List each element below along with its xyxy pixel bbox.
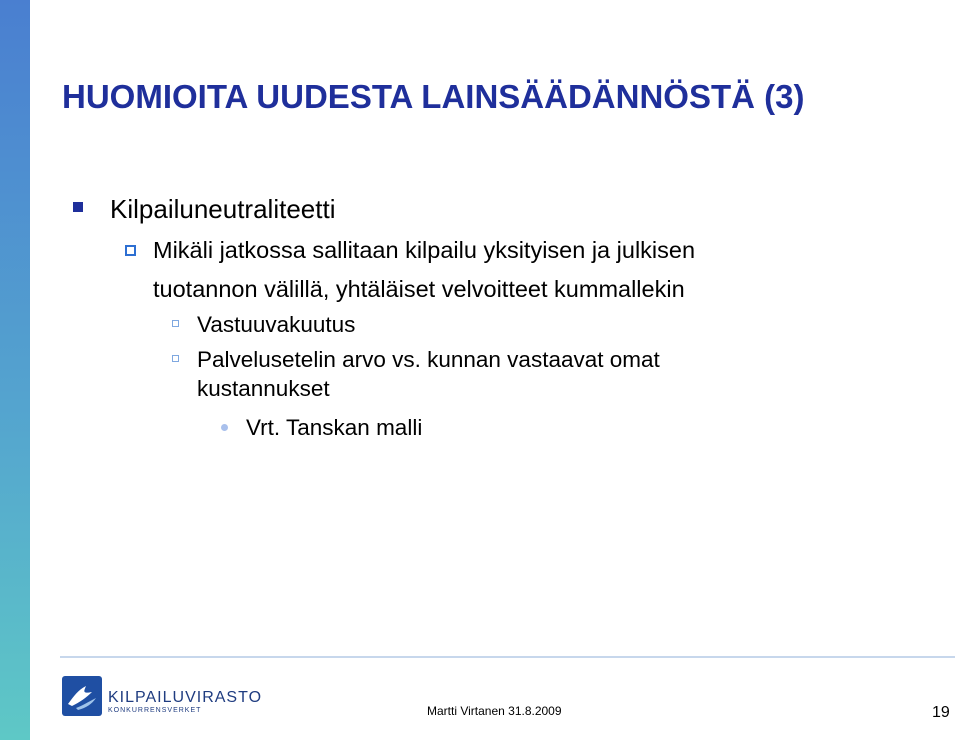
- bullet-l3b-icon: [172, 355, 179, 362]
- slide-title: HUOMIOITA UUDESTA LAINSÄÄDÄNNÖSTÄ (3): [62, 78, 805, 115]
- footer-divider: [60, 656, 955, 658]
- bullet-l3b-text-line1: Palvelusetelin arvo vs. kunnan vastaavat omat: [197, 347, 660, 372]
- bullet-l3a-icon: [172, 320, 179, 327]
- dove-logo-icon: [62, 676, 102, 716]
- bullet-l1-icon: [73, 202, 83, 212]
- bullet-l3b-text-line2: kustannukset: [197, 376, 330, 401]
- bullet-l4-text: Vrt. Tanskan malli: [246, 415, 423, 440]
- bullet-l2-icon: [125, 245, 136, 256]
- bullet-l2-text-line1: Mikäli jatkossa sallitaan kilpailu yksityisen ja julkisen: [153, 237, 696, 263]
- slide-sidebar-gradient: [0, 0, 30, 740]
- page-number: 19: [932, 704, 950, 721]
- bullet-l2-text-line2: tuotannon välillä, yhtäläiset velvoitteet kummallekin: [153, 276, 685, 302]
- bullet-l4-icon: [221, 424, 228, 431]
- bullet-l3a-text: Vastuuvakuutus: [197, 312, 356, 337]
- bullet-l1-text: Kilpailuneutraliteetti: [110, 194, 336, 224]
- logo-subtitle: KONKURRENSVERKET: [108, 707, 202, 714]
- logo-name: KILPAILUVIRASTO: [108, 689, 263, 706]
- footer-author-date: Martti Virtanen 31.8.2009: [427, 704, 562, 718]
